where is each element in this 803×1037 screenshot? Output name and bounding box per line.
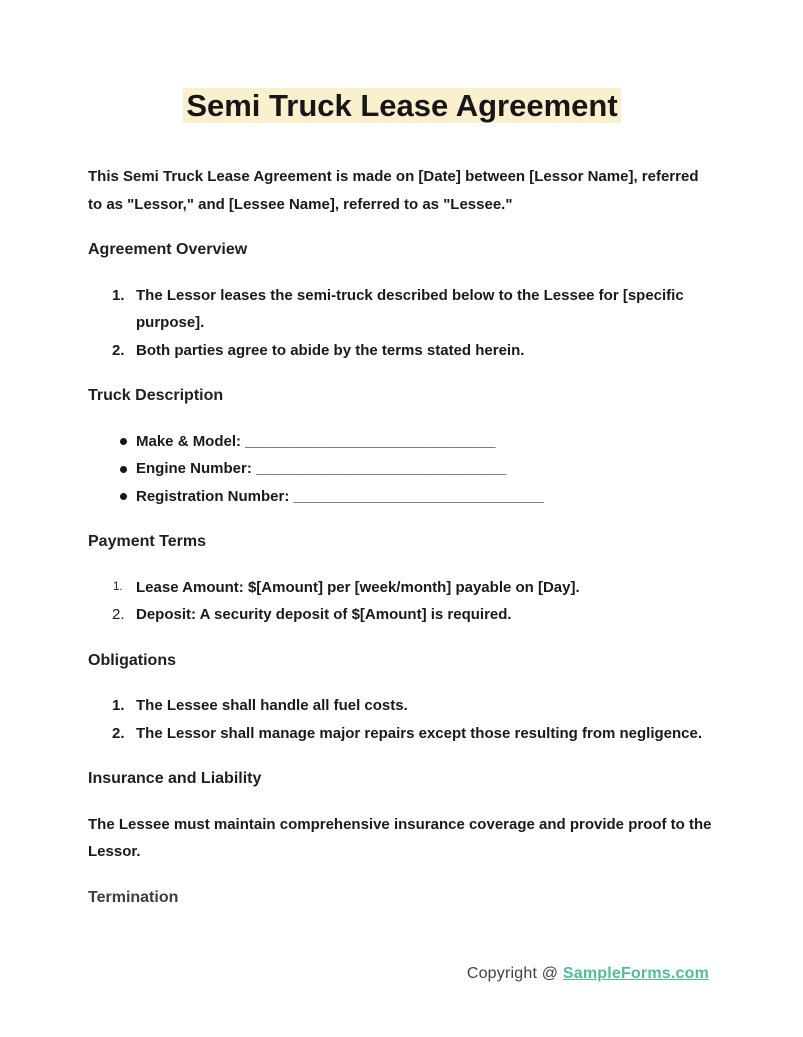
list-number: 1. — [113, 580, 123, 593]
list-item-text: Both parties agree to abide by the terms stated herein. — [136, 341, 525, 359]
bullet-icon — [120, 466, 127, 473]
list-item — [88, 574, 716, 602]
list-item-text: Lease Amount: $[Amount] per [week/month] payable on [Day]. — [136, 578, 580, 596]
list-item — [88, 455, 716, 483]
heading-truck-description: Truck Description — [88, 387, 224, 404]
list-item — [88, 337, 716, 365]
insurance-paragraph: The Lessee must maintain comprehensive insurance coverage and provide proof to the Lessor. — [88, 815, 712, 860]
heading-termination: Termination — [88, 888, 179, 906]
list-item — [88, 428, 716, 456]
truck-description-list — [88, 428, 716, 511]
list-item — [88, 282, 716, 337]
list-item — [88, 483, 716, 511]
sampleforms-link[interactable]: SampleForms.com — [562, 965, 709, 982]
list-number: 2. — [112, 724, 125, 742]
payment-terms-list — [88, 574, 716, 629]
list-item — [88, 601, 716, 629]
heading-obligations: Obligations — [88, 651, 176, 669]
bullet-icon — [120, 438, 127, 445]
list-item-text: The Lessee shall handle all fuel costs. — [136, 697, 408, 714]
list-item-text: The Lessor leases the semi-truck described below to the Lessee for [specific purpose]. — [136, 286, 684, 331]
list-number: 1. — [112, 697, 125, 714]
list-item — [88, 720, 716, 748]
title-highlight: Semi Truck Lease Agreement — [183, 88, 620, 123]
list-item — [88, 692, 716, 720]
list-number: 2. — [112, 341, 125, 359]
list-item-text: Engine Number: ______________________________ — [136, 460, 507, 477]
heading-payment-terms: Payment Terms — [88, 533, 206, 550]
list-item-text: Registration Number: ______________________________ — [136, 487, 544, 505]
heading-insurance-liability: Insurance and Liability — [88, 770, 262, 787]
page-title — [88, 84, 716, 128]
heading-agreement-overview: Agreement Overview — [88, 241, 248, 258]
list-number: 2. — [112, 606, 125, 623]
bullet-icon — [120, 493, 127, 500]
copyright-text: Copyright @ — [466, 965, 559, 982]
list-item-text: The Lessor shall manage major repairs except those resulting from negligence. — [136, 724, 703, 742]
list-item-text: Make & Model: ______________________________ — [136, 432, 496, 450]
intro-paragraph: This Semi Truck Lease Agreement is made on [Date] between [Lessor Name], referred to as "Lessor," and [Lessee Name], referred to as "Lessee." — [88, 168, 699, 213]
agreement-overview-list — [88, 282, 716, 365]
footer — [467, 963, 709, 985]
list-number: 1. — [112, 286, 125, 304]
obligations-list — [88, 692, 716, 747]
list-item-text: Deposit: A security deposit of $[Amount] is required. — [136, 606, 512, 623]
